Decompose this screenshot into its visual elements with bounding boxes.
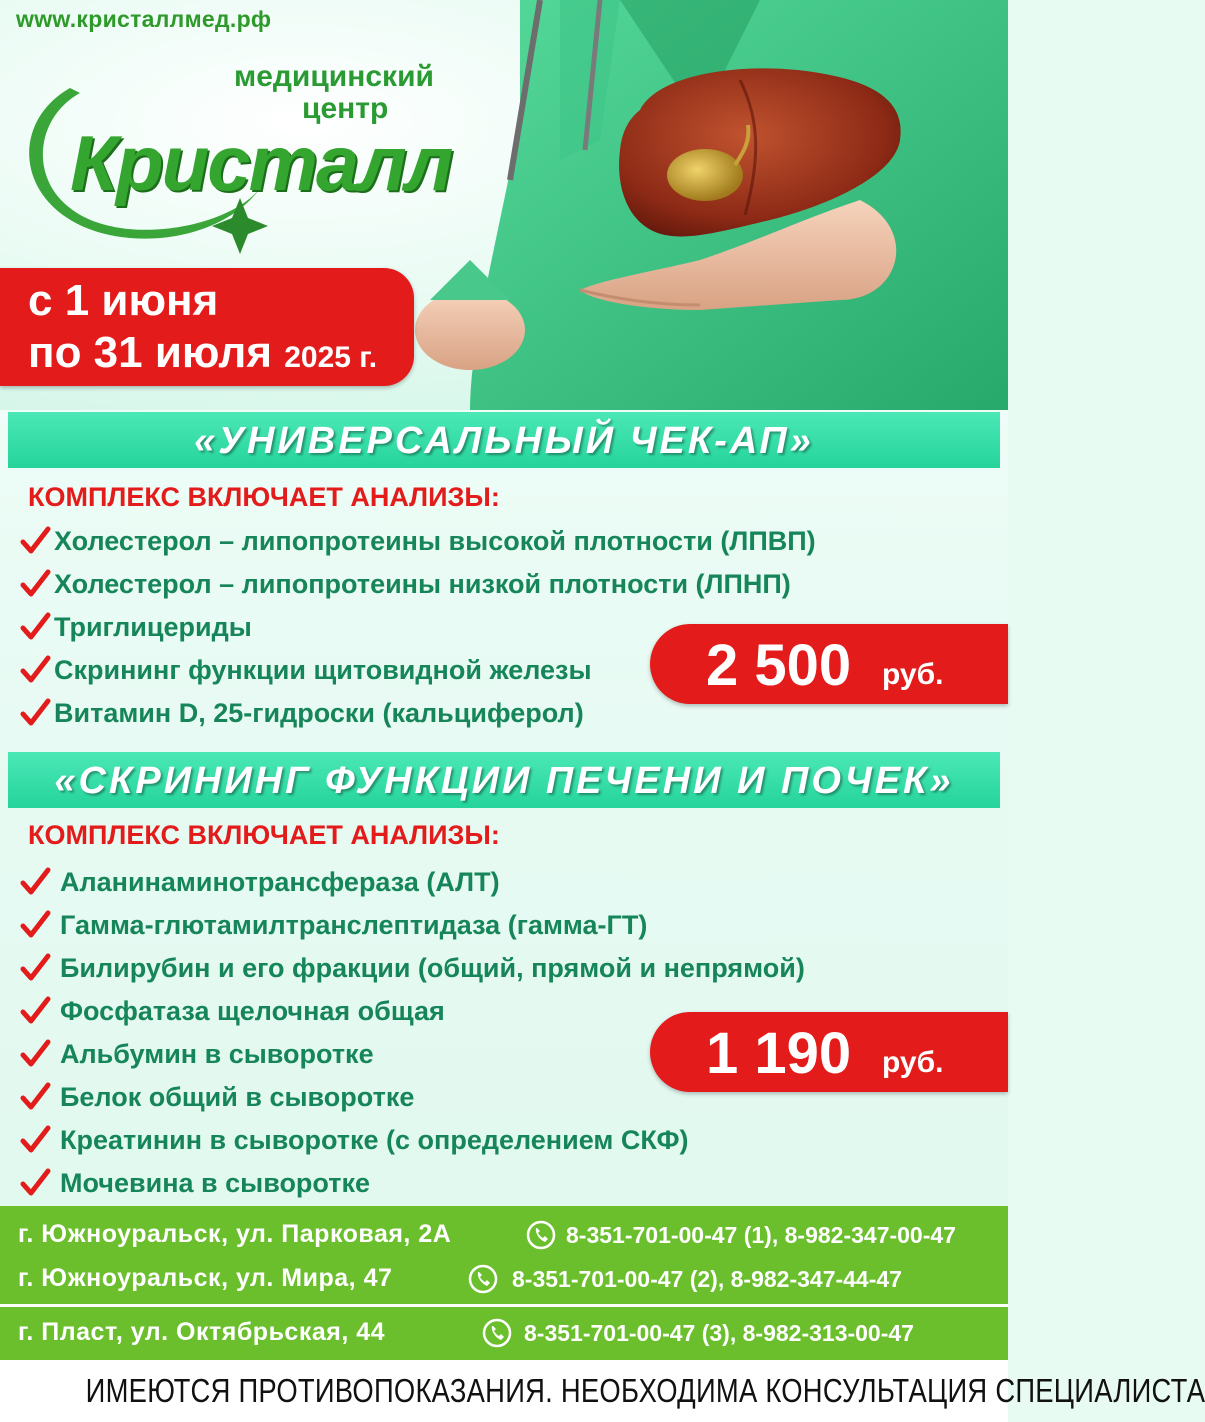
checkmark-icon (20, 867, 50, 897)
phone-icon (468, 1264, 498, 1294)
list-item-text: Холестерол – липопротеины низкой плотности (ЛПНП) (54, 569, 791, 599)
price-unit: руб. (882, 1046, 944, 1079)
promo-date-badge (0, 268, 414, 386)
section-title-liver-kidney: «СКРИНИНГ ФУНКЦИИ ПЕЧЕНИ И ПОЧЕК» (54, 760, 954, 802)
price-value: 1 190 (706, 1021, 852, 1086)
checkmark-icon (20, 655, 50, 685)
date-line-2-text: по 31 июля (28, 328, 272, 377)
checkmark-icon (20, 569, 50, 599)
checkmark-icon (20, 953, 50, 983)
address-row-1 (18, 1220, 1008, 1252)
checkmark-icon (20, 996, 50, 1026)
checkmark-icon (20, 1125, 50, 1155)
logo-subtitle-line2: центр (302, 92, 389, 125)
checkmark-icon (20, 1082, 50, 1112)
list-item-text: Альбумин в сыворотке (60, 1039, 374, 1069)
section-title-bar-liver-kidney (8, 752, 1000, 808)
list-item-text: Креатинин в сыворотке (с определением СКФ) (60, 1125, 689, 1155)
list-item-text: Билирубин и его фракции (общий, прямой и непрямой) (60, 953, 805, 983)
address-row-2 (18, 1264, 1008, 1296)
checkmark-icon (20, 612, 50, 642)
address-text: г. Южноуральск, ул. Мира, 47 (18, 1264, 393, 1292)
date-year: 2025 г. (284, 341, 378, 374)
checkmark-icon (20, 526, 50, 556)
section-title-bar-checkup (8, 412, 1000, 468)
header-banner (0, 0, 1008, 410)
price-badge-checkup (650, 624, 1008, 704)
checkmark-icon (20, 910, 50, 940)
list-item-text: Фосфатаза щелочная общая (60, 996, 445, 1026)
address-row-3 (18, 1318, 1008, 1350)
date-line-2 (28, 328, 377, 378)
phone-icon (526, 1220, 556, 1250)
list-item-text: Мочевина в сыворотке (60, 1168, 370, 1198)
complex-label-liver-kidney: КОМПЛЕКС ВКЛЮЧАЕТ АНАЛИЗЫ: (28, 820, 500, 850)
section-title-checkup: «УНИВЕРСАЛЬНЫЙ ЧЕК-АП» (194, 420, 814, 462)
phone-numbers[interactable]: 8-351-701-00-47 (2), 8-982-347-44-47 (512, 1266, 902, 1292)
date-line-1: с 1 июня (28, 276, 219, 325)
complex-label-checkup: КОМПЛЕКС ВКЛЮЧАЕТ АНАЛИЗЫ: (28, 482, 500, 512)
list-item-text: Гамма-глютамилтранслептидаза (гамма-ГТ) (60, 910, 648, 940)
logo-subtitle-line1: медицинский (234, 60, 434, 93)
checkmark-icon (20, 698, 50, 728)
list-item-text: Белок общий в сыворотке (60, 1082, 415, 1112)
checkmark-icon (20, 1168, 50, 1198)
phone-numbers[interactable]: 8-351-701-00-47 (1), 8-982-347-00-47 (566, 1222, 956, 1248)
disclaimer-bar (0, 1360, 1205, 1422)
phone-icon (482, 1318, 512, 1348)
website-url[interactable]: www.кристаллмед.рф (16, 6, 272, 32)
price-unit: руб. (882, 658, 944, 691)
address-text: г. Пласт, ул. Октябрьская, 44 (18, 1318, 386, 1346)
list-item-text: Скрининг функции щитовидной железы (54, 655, 592, 685)
footer-divider (0, 1304, 1008, 1307)
list-item-text: Аланинаминотрансфераза (АЛТ) (60, 867, 500, 897)
list-item-text: Триглицериды (54, 612, 252, 642)
disclaimer-text: ИМЕЮТСЯ ПРОТИВОПОКАЗАНИЯ. НЕОБХОДИМА КОНСУЛЬТАЦИЯ СПЕЦИАЛИСТА (85, 1372, 1205, 1409)
logo-brand-name: Кристалл (70, 119, 452, 207)
phone-numbers[interactable]: 8-351-701-00-47 (3), 8-982-313-00-47 (524, 1320, 914, 1346)
price-badge-liver-kidney (650, 1012, 1008, 1092)
price-value: 2 500 (706, 633, 852, 698)
list-item-text: Витамин D, 25-гидроски (кальциферол) (54, 698, 584, 728)
footer-contacts (0, 1206, 1008, 1360)
address-text: г. Южноуральск, ул. Парковая, 2А (18, 1220, 452, 1248)
checkmark-icon (20, 1039, 50, 1069)
list-item-text: Холестерол – липопротеины высокой плотности (ЛПВП) (54, 526, 816, 556)
